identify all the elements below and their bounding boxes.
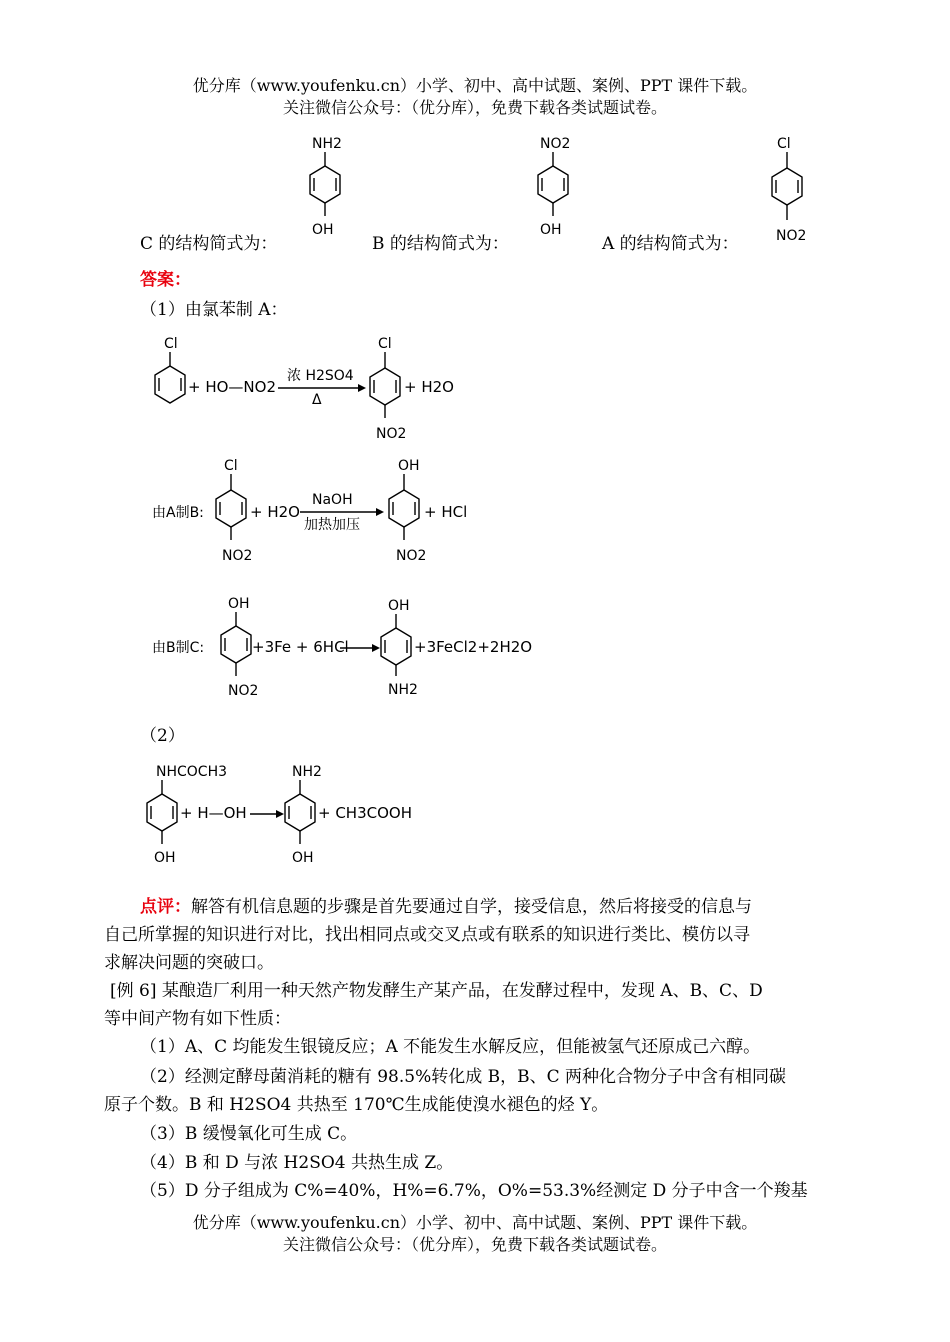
r4-product-top: NH2 <box>292 764 322 780</box>
r2-reactant-top: Cl <box>224 458 238 474</box>
r2-product-top: OH <box>398 458 420 474</box>
structure-b <box>538 136 570 238</box>
structure-c-top: NH2 <box>312 136 342 152</box>
example-item-1: （1）A、C 均能发生银镜反应；A 不能发生水解反应，但能被氢气还原成己六醇。 <box>140 1037 761 1057</box>
comment-line-3: 求解决问题的突破口。 <box>104 953 274 973</box>
example-item-2-l1: （2）经测定酵母菌消耗的糖有 98.5%转化成 B，B、C 两种化合物分子中含有相同碳 <box>140 1067 787 1087</box>
r1-reagent: + HO—NO2 <box>188 378 276 396</box>
r2-byproduct: + HCl <box>424 503 468 521</box>
r3-reagent: +3Fe + 6HCl <box>252 638 349 656</box>
r2-product-bottom: NO2 <box>396 548 427 564</box>
r2-condition-top: NaOH <box>312 492 353 508</box>
r3-arrow-head <box>372 644 380 652</box>
example-item-5: （5）D 分子组成为 C%=40%，H%=6.7%，O%=53.3%经测定 D 分子中含一个羧基 <box>140 1181 808 1201</box>
header-line-1: 优分库（www.youfenku.cn）小学、初中、高中试题、案例、PPT 课件下载。 <box>192 76 758 95</box>
r2-condition-bottom: 加热加压 <box>304 517 360 533</box>
r1-condition-top: 浓 H2SO4 <box>287 368 354 384</box>
structure-c <box>310 136 342 238</box>
r1-condition-bottom: Δ <box>312 392 322 408</box>
structure-b-top: NO2 <box>540 136 571 152</box>
structure-a-bottom: NO2 <box>776 228 807 244</box>
reaction-4 <box>140 754 560 872</box>
r2-reactant-bottom: NO2 <box>222 548 253 564</box>
structure-a <box>772 136 806 244</box>
answer-part-2: （2） <box>140 726 185 746</box>
reaction-2 <box>140 452 560 570</box>
r1-product-bottom: NO2 <box>376 426 407 442</box>
comment-text-1: 解答有机信息题的步骤是首先要通过自学，接受信息，然后将接受的信息与 <box>191 897 752 917</box>
comment-line-2: 自己所掌握的知识进行对比，找出相同点或交叉点或有联系的知识进行类比、模仿以寻 <box>104 925 750 945</box>
r4-reagent: + H—OH <box>180 804 247 822</box>
r3-byproduct: +3FeCl2+2H2O <box>414 638 533 656</box>
r2-label: 由A制B: <box>152 505 204 521</box>
r1-reactant-top: Cl <box>164 336 178 352</box>
example-intro-2: 等中间产物有如下性质： <box>104 1009 291 1029</box>
structure-a-label: A 的结构简式为： <box>602 234 739 254</box>
answer-title: 答案： <box>140 270 191 290</box>
structure-c-bottom: OH <box>312 222 334 238</box>
example-item-4: （4）B 和 D 与浓 H2SO4 共热生成 Z。 <box>140 1153 454 1173</box>
r4-reactant-bottom: OH <box>154 850 176 866</box>
r1-arrow-head <box>358 384 366 392</box>
structure-b-bottom: OH <box>540 222 562 238</box>
header-line-2: 关注微信公众号：（优分库），免费下载各类试题试卷。 <box>282 98 667 117</box>
r4-byproduct: + CH3COOH <box>318 804 412 822</box>
answer-part-1: （1）由氯苯制 A： <box>140 300 288 320</box>
comment-title: 点评： <box>140 897 191 917</box>
comment-line-1 <box>140 893 752 921</box>
footer-line-2: 关注微信公众号：（优分库），免费下载各类试题试卷。 <box>282 1235 667 1254</box>
structure-a-top: Cl <box>777 136 791 152</box>
r4-product-bottom: OH <box>292 850 314 866</box>
r2-reagent: + H2O <box>250 503 300 521</box>
footer-line-1: 优分库（www.youfenku.cn）小学、初中、高中试题、案例、PPT 课件下载。 <box>192 1213 758 1232</box>
r1-byproduct: + H2O <box>404 378 454 396</box>
r3-reactant-top: OH <box>228 596 250 612</box>
r1-product-top: Cl <box>378 336 392 352</box>
r4-arrow-head <box>276 810 284 818</box>
r2-arrow-head <box>376 508 384 516</box>
example-item-2-l2: 原子个数。B 和 H2SO4 共热至 170℃生成能使溴水褪色的烃 Y。 <box>104 1095 609 1115</box>
r3-reactant-bottom: NO2 <box>228 683 259 699</box>
reaction-3 <box>140 590 560 702</box>
reaction-1 <box>140 330 560 445</box>
example-item-3: （3）B 缓慢氧化可生成 C。 <box>140 1124 358 1144</box>
r4-reactant-top: NHCOCH3 <box>156 764 228 780</box>
structure-c-label: C 的结构简式为： <box>140 234 278 254</box>
r3-product-top: OH <box>388 598 410 614</box>
r3-label: 由B制C: <box>152 640 205 656</box>
r3-product-bottom: NH2 <box>388 682 418 698</box>
example-intro-1: [例 6] 某酿造厂利用一种天然产物发酵生产某产品，在发酵过程中，发现 A、B、C、D <box>110 981 763 1001</box>
structure-b-label: B 的结构简式为： <box>372 234 509 254</box>
